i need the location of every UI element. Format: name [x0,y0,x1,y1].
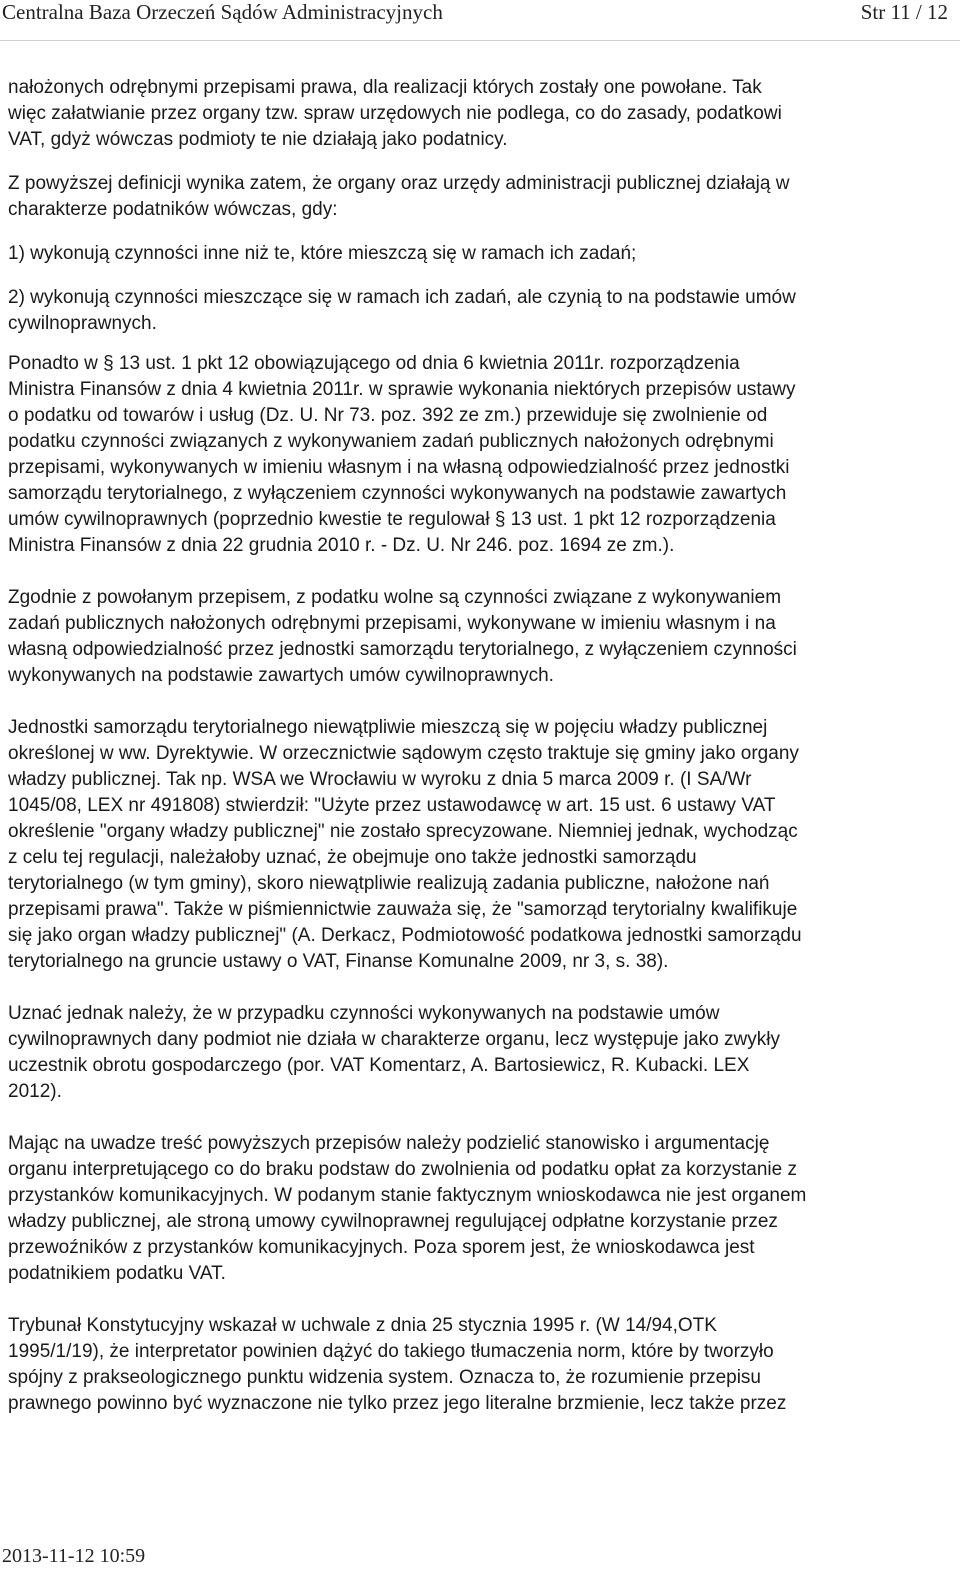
text-line: Trybunał Konstytucyjny wskazał w uchwale z dnia 25 stycznia 1995 r. (W 14/94,OTK [8,1315,717,1336]
header-title: Centralna Baza Orzeczeń Sądów Administracyjnych [2,0,443,24]
text-line: prawnego powinno być wyznaczone nie tylko przez jego literalne brzmienie, lecz także przez [8,1393,787,1414]
text-line: podatku czynności związanych z wykonywaniem zadań publicznych nałożonych odrębnymi [8,431,774,452]
text-line: określenie "organy władzy publicznej" nie zostało sprecyzowane. Niemniej jednak, wychodząc [8,821,798,842]
text-line: Z powyższej definicji wynika zatem, że organy oraz urzędy administracji publicznej działają w [8,173,790,194]
text-line: Mając na uwadze treść powyższych przepisów należy podzielić stanowisko i argumentację [8,1133,770,1154]
text-line: wykonywanych na podstawie zawartych umów cywilnoprawnych. [8,665,554,686]
text-line: 2012). [8,1081,62,1102]
text-line: przystanków komunikacyjnych. W podanym stanie faktycznym wnioskodawca nie jest organem [8,1185,807,1206]
paragraph [8,285,952,337]
footer-timestamp: 2013-11-12 10:59 [2,1545,146,1567]
text-line: nałożonych odrębnymi przepisami prawa, dla realizacji których zostały one powołane. Tak [8,77,762,98]
paragraph [8,171,952,223]
page-header [0,0,960,36]
text-line: władzy publicznej, ale stroną umowy cywilnoprawnej regulującej odpłatne korzystanie przez [8,1211,778,1232]
text-line: Ministra Finansów z dnia 22 grudnia 2010 r. - Dz. U. Nr 246. poz. 1694 ze zm.). [8,535,675,556]
text-line: przepisami, wykonywanych w imieniu własnym i na własną odpowiedzialność przez jednostki [8,457,790,478]
text-line: 1045/08, LEX nr 491808) stwierdził: "Użyte przez ustawodawcę w art. 15 ust. 6 ustawy VAT [8,795,776,816]
paragraph [8,75,952,153]
page-number: Str 11 / 12 [860,0,948,24]
text-line: umów cywilnoprawnych (poprzednio kwestie te regulował § 13 ust. 1 pkt 12 rozporządzenia [8,509,776,530]
paragraph [8,241,952,267]
text-line: więc załatwianie przez organy tzw. spraw urzędowych nie podlega, co do zasady, podatkowi [8,103,782,124]
text-line: cywilnoprawnych dany podmiot nie działa w charakterze organu, lecz występuje jako zwykły [8,1029,780,1050]
text-line: Ponadto w § 13 ust. 1 pkt 12 obowiązującego od dnia 6 kwietnia 2011r. rozporządzenia [8,353,740,374]
text-line: VAT, gdyż wówczas podmioty te nie działają jako podatnicy. [8,129,508,150]
text-line: cywilnoprawnych. [8,313,157,334]
text-line: samorządu terytorialnego, z wyłączeniem czynności wykonywanych na podstawie zawartych [8,483,787,504]
text-line: zadań publicznych nałożonych odrębnymi przepisami, wykonywane w imieniu własnym i na [8,613,776,634]
text-line: 1) wykonują czynności inne niż te, które mieszczą się w ramach ich zadań; [8,243,637,264]
text-line: o podatku od towarów i usług (Dz. U. Nr 73. poz. 392 ze zm.) przewiduje się zwolnienie od [8,405,768,426]
text-line: określonej w ww. Dyrektywie. W orzecznictwie sądowym często traktuje się gminy jako organy [8,743,799,764]
text-line: Uznać jednak należy, że w przypadku czynności wykonywanych na podstawie umów [8,1003,720,1024]
text-line: Zgodnie z powołanym przepisem, z podatku wolne są czynności związane z wykonywaniem [8,587,782,608]
text-line: podatnikiem podatku VAT. [8,1263,226,1284]
paragraph [8,1313,952,1417]
text-line: własną odpowiedzialność przez jednostki samorządu terytorialnego, z wyłączeniem czynności [8,639,797,660]
text-line: z celu tej regulacji, należałoby uznać, że obejmuje ono także jednostki samorządu [8,847,697,868]
text-line: władzy publicznej. Tak np. WSA we Wrocławiu w wyroku z dnia 5 marca 2009 r. (I SA/Wr [8,769,752,790]
text-line: przepisami prawa". Także w piśmiennictwie zauważa się, że "samorząd terytorialny kwalifikuje [8,899,798,920]
paragraph [8,715,952,975]
text-line: spójny z prakseologicznego punktu widzenia system. Oznacza to, że rozumienie przepisu [8,1367,761,1388]
text-line: 1995/1/19), że interpretator powinien dążyć do takiego tłumaczenia norm, które by tworzyło [8,1341,774,1362]
text-line: 2) wykonują czynności mieszczące się w ramach ich zadań, ale czynią to na podstawie umów [8,287,796,308]
text-line: uczestnik obrotu gospodarczego (por. VAT Komentarz, A. Bartosiewicz, R. Kubacki. LEX [8,1055,750,1076]
text-line: organu interpretującego co do braku podstaw do zwolnienia od podatku opłat za korzystanie z [8,1159,798,1180]
text-line: Ministra Finansów z dnia 4 kwietnia 2011r. w sprawie wykonania niektórych przepisów ustawy [8,379,796,400]
text-line: przewoźników z przystanków komunikacyjnych. Poza sporem jest, że wnioskodawca jest [8,1237,755,1258]
paragraph [8,1131,952,1287]
text-line: się jako organ władzy publicznej" (A. Derkacz, Podmiotowość podatkowa jednostki samorządu [8,925,802,946]
paragraph [8,351,952,559]
paragraph [8,585,952,689]
text-line: terytorialnego (w tym gminy), skoro niewątpliwie realizują zadania publiczne, nałożone nań [8,873,770,894]
header-divider [0,40,960,41]
text-line: Jednostki samorządu terytorialnego niewątpliwie mieszczą się w pojęciu władzy publicznej [8,717,768,738]
text-line: terytorialnego na gruncie ustawy o VAT, Finanse Komunalne 2009, nr 3, s. 38). [8,951,669,972]
document-body [8,75,952,1443]
text-line: charakterze podatników wówczas, gdy: [8,199,338,220]
paragraph [8,1001,952,1105]
